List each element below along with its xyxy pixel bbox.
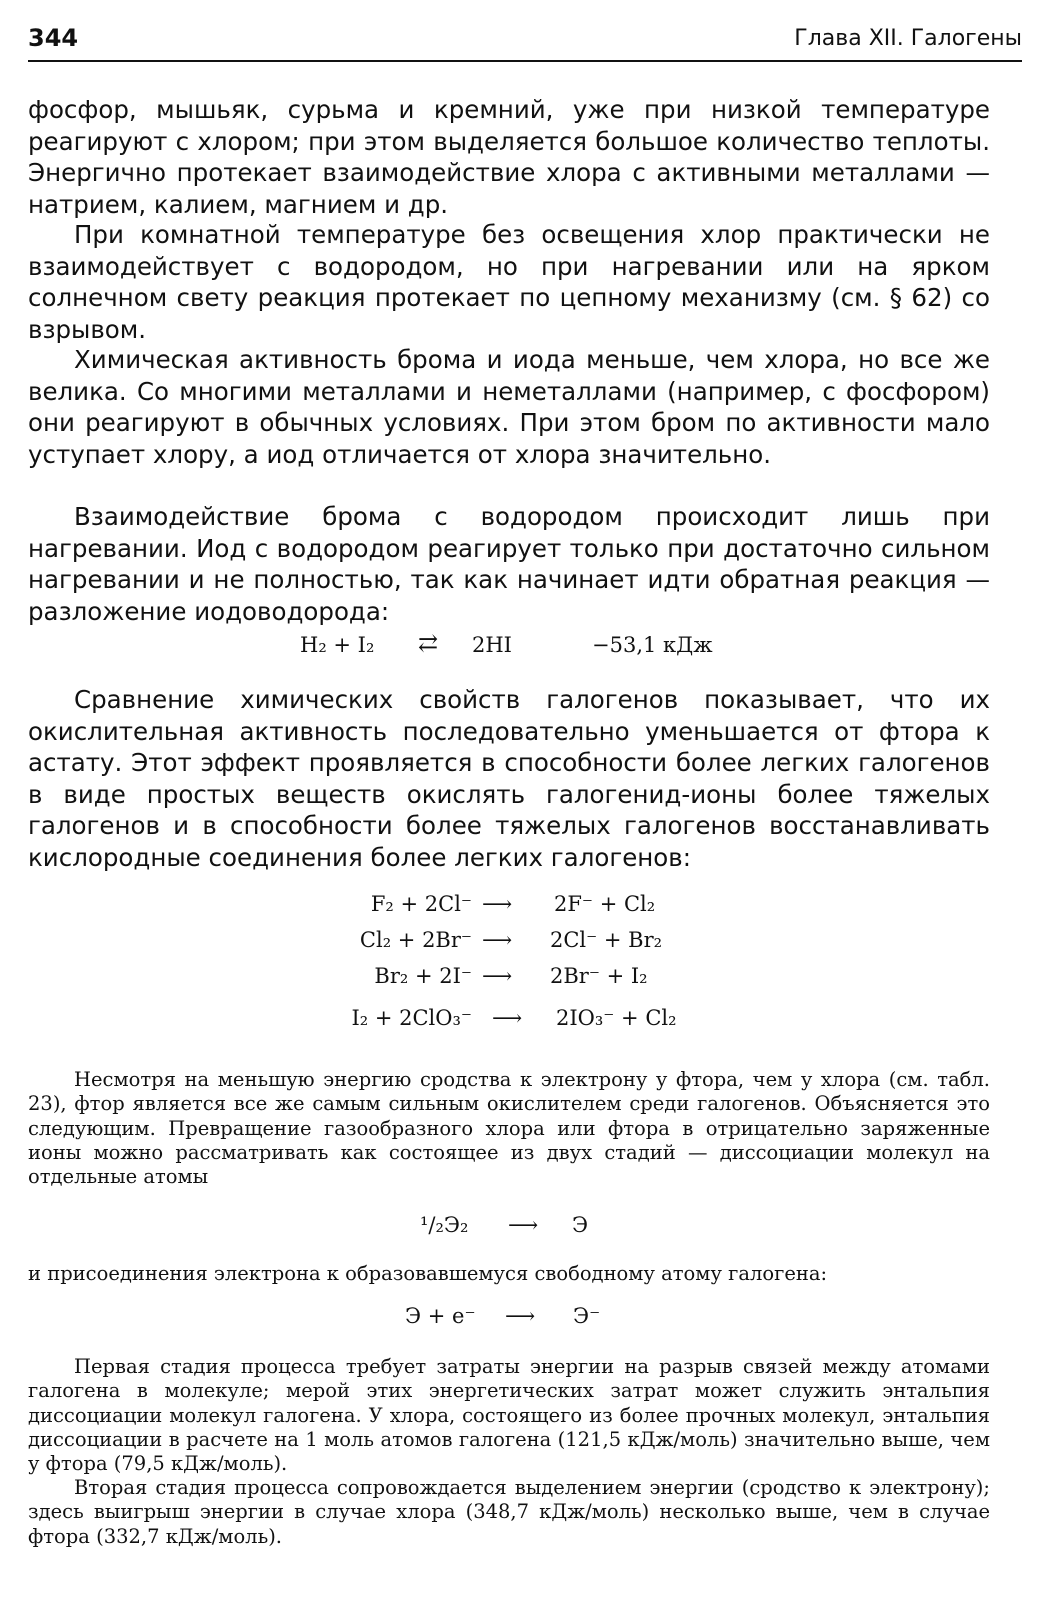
eq1-arrow: ⟶ bbox=[482, 892, 513, 916]
equation-electron bbox=[405, 1304, 645, 1334]
equation-row-1 bbox=[330, 892, 710, 922]
eq4-arrow: ⟶ bbox=[492, 1006, 523, 1030]
eq2-right: 2Cl⁻ + Br₂ bbox=[550, 928, 663, 952]
small-paragraph-4: Вторая стадия процесса сопровождается выделением энергии (сродство к электрону); здесь выигрыш энергии в случае хлора (348,7 кДж/моль) несколько выше, чем в случае фтора (332,7 кДж/моль). bbox=[28, 1476, 990, 1548]
equation-row-3 bbox=[330, 964, 710, 994]
eq3-left: Br₂ + 2I⁻ bbox=[374, 964, 472, 988]
eq2-left: Cl₂ + 2Br⁻ bbox=[359, 928, 472, 952]
eq1-right: 2F⁻ + Cl₂ bbox=[554, 892, 656, 916]
eq-diss-arrow: ⟶ bbox=[508, 1213, 539, 1237]
paragraph-3: Химическая активность брома и иода меньше, чем хлора, но все же велика. Со многими металлами и неметаллами (например, с фосфором) они реагируют в обычных условиях. При этом бром по активности мало уступает хлору, а иод отличается от хлора значительно. bbox=[28, 345, 990, 469]
paragraph-4: Взаимодействие брома с водородом происходит лишь при нагревании. Иод с водородом реагирует только при достаточно сильном нагревании и не полностью, так как начинает идти обратная реакция — разложение иодоводорода: bbox=[28, 502, 990, 626]
eq3-arrow: ⟶ bbox=[482, 964, 513, 988]
chapter-title: Глава XII. Галогены bbox=[794, 26, 1022, 51]
small-paragraph-1: Несмотря на меньшую энергию сродства к электрону у фтора, чем у хлора (см. табл. 23), фтор является все же самым сильным окислителем среди галогенов. Объясняется это следующим. Превращение газообразного хлора или фтора в отрицательно заряженные ионы можно рассматривать как состоящее из двух стадий — диссоциации молекул на отдельные атомы bbox=[28, 1068, 990, 1189]
page-header bbox=[28, 20, 1022, 62]
eq-hi-arrow: ⇄ bbox=[418, 629, 439, 657]
eq-diss-left: ¹/₂Э₂ bbox=[420, 1213, 469, 1237]
eq-diss-right: Э bbox=[572, 1213, 589, 1237]
eq-el-right: Э⁻ bbox=[573, 1304, 601, 1328]
paragraph-5: Сравнение химических свойств галогенов показывает, что их окислительная активность последовательно уменьшается от фтора к астату. Этот эффект проявляется в способности более легких галогенов в виде простых веществ окислять галогенид-ионы более тяжелых галогенов и в способности более тяжелых галогенов восстанавливать кислородные соединения более легких галогенов: bbox=[28, 685, 990, 872]
eq4-left: I₂ + 2ClO₃⁻ bbox=[351, 1006, 472, 1030]
equation-row-4 bbox=[330, 1006, 710, 1036]
page-number: 344 bbox=[28, 24, 79, 52]
equation-hi bbox=[300, 629, 780, 663]
paragraph-1: фосфор, мышьяк, сурьма и кремний, уже при низкой температуре реагируют с хлором; при этом выделяется большое количество теплоты. Энергично протекает взаимодействие хлора с активными металлами — натрием, калием, магнием и др. bbox=[28, 95, 990, 219]
eq1-left: F₂ + 2Cl⁻ bbox=[370, 892, 472, 916]
eq-el-left: Э + e⁻ bbox=[405, 1304, 476, 1328]
paragraph-2: При комнатной температуре без освещения хлор практически не взаимодействует с водородом, но при нагревании или на ярком солнечном свету реакция протекает по цепному механизму (см. § 62) со взрывом. bbox=[28, 220, 990, 344]
eq4-right: 2IO₃⁻ + Cl₂ bbox=[556, 1006, 677, 1030]
small-paragraph-2: и присоединения электрона к образовавшемуся свободному атому галогена: bbox=[28, 1262, 828, 1285]
equation-row-2 bbox=[330, 928, 710, 958]
eq-hi-left: H₂ + I₂ bbox=[300, 633, 375, 657]
eq3-right: 2Br⁻ + I₂ bbox=[550, 964, 648, 988]
eq-hi-energy: −53,1 кДж bbox=[592, 633, 713, 657]
eq2-arrow: ⟶ bbox=[482, 928, 513, 952]
eq-el-arrow: ⟶ bbox=[505, 1304, 536, 1328]
small-paragraph-3: Первая стадия процесса требует затраты энергии на разрыв связей между атомами галогена в молекуле; мерой этих энергетических затрат может служить энтальпия диссоциации молекул галогена. У хлора, состоящего из более прочных молекул, энтальпия диссоциации в расчете на 1 моль атомов галогена (121,5 кДж/моль) значительно выше, чем у фтора (79,5 кДж/моль). bbox=[28, 1355, 990, 1476]
eq-hi-right: 2HI bbox=[472, 633, 512, 657]
equation-dissociation bbox=[420, 1213, 640, 1243]
